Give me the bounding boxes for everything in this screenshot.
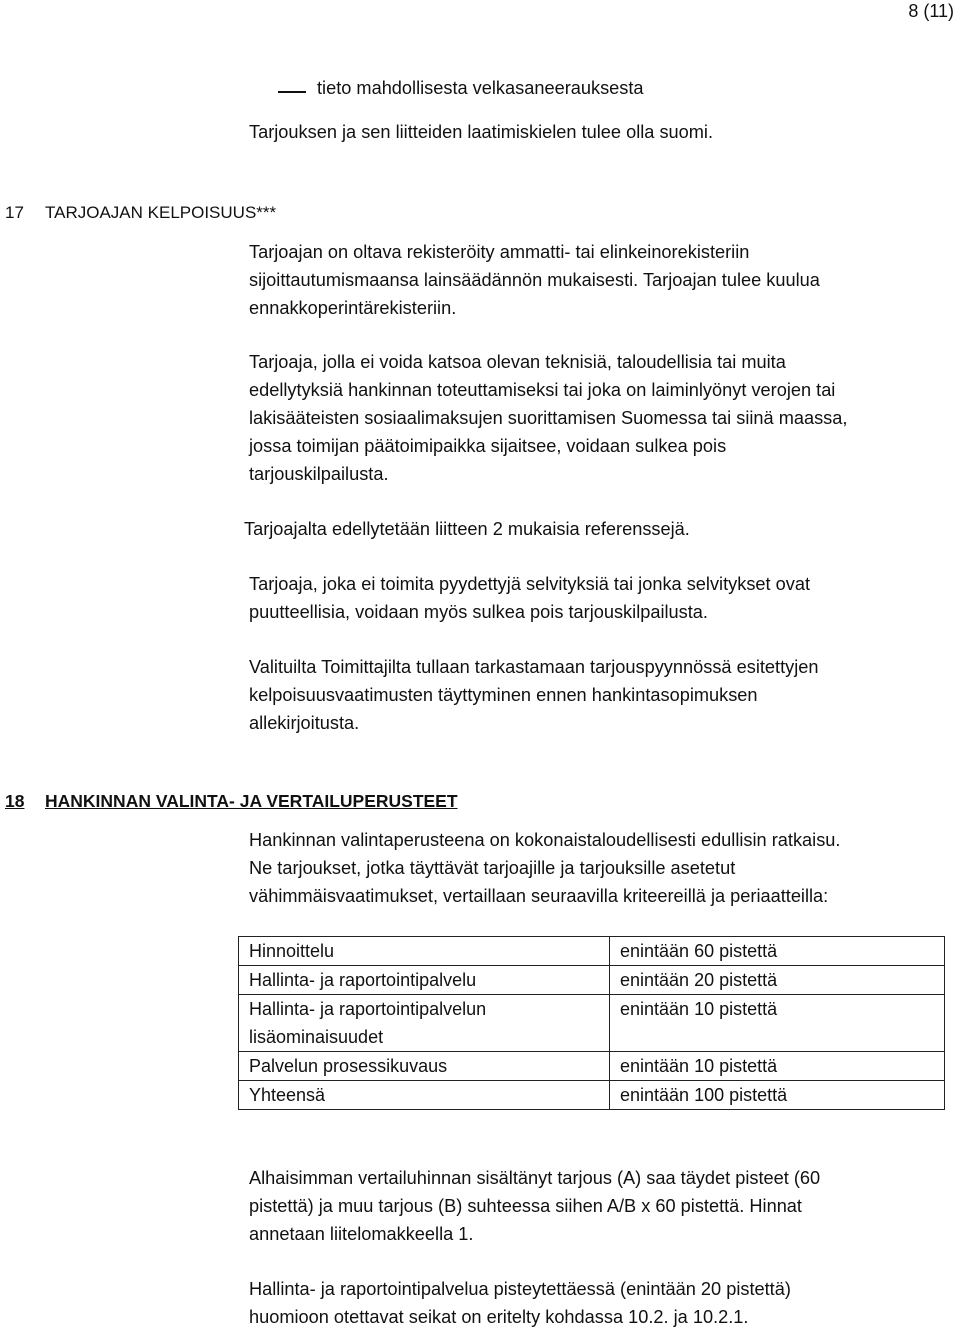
table-row xyxy=(239,1081,945,1110)
criterion-cell: Hallinta- ja raportointipalvelu xyxy=(239,966,610,995)
points-cell: enintään 10 pistettä xyxy=(610,1052,945,1081)
section-number: 18 xyxy=(5,791,25,811)
section-18-heading xyxy=(5,790,458,812)
paragraph-line: pistettä) ja muu tarjous (B) suhteessa siihen A/B x 60 pistettä. Hinnat xyxy=(249,1196,802,1216)
section-17-heading xyxy=(5,202,276,224)
paragraph-line: puutteellisia, voidaan myös sulkea pois tarjouskilpailusta. xyxy=(249,602,708,622)
points-cell: enintään 100 pistettä xyxy=(610,1081,945,1110)
paragraph-line: Hallinta- ja raportointipalvelua pisteytettäessä (enintään 20 pistettä) xyxy=(249,1279,791,1299)
section-title: TARJOAJAN KELPOISUUS*** xyxy=(45,203,277,222)
paragraph-line: Tarjoaja, jolla ei voida katsoa olevan teknisiä, taloudellisia tai muita xyxy=(249,352,786,372)
criterion-cell: Yhteensä xyxy=(239,1081,610,1110)
criterion-cell: Hallinta- ja raportointipalvelun lisäominaisuudet xyxy=(239,995,610,1052)
criterion-cell: Hinnoittelu xyxy=(239,937,610,966)
paragraph-line: Alhaisimman vertailuhinnan sisältänyt tarjous (A) saa täydet pisteet (60 xyxy=(249,1168,821,1188)
table-row xyxy=(239,1052,945,1081)
bullet-dash xyxy=(278,91,306,93)
criterion-cell: Palvelun prosessikuvaus xyxy=(239,1052,610,1081)
table-row xyxy=(239,937,945,966)
paragraph-line: kelpoisuusvaatimusten täyttyminen ennen hankintasopimuksen xyxy=(249,685,758,705)
paragraph-line: vähimmäisvaatimukset, vertaillaan seuraavilla kriteereillä ja periaatteilla: xyxy=(249,886,829,906)
paragraph-line: ennakkoperintärekisteriin. xyxy=(249,298,457,318)
paragraph-line: Ne tarjoukset, jotka täyttävät tarjoajille ja tarjouksille asetetut xyxy=(249,858,736,878)
paragraph-line: annetaan liitelomakkeella 1. xyxy=(249,1224,474,1244)
paragraph-line: sijoittautumismaansa lainsäädännön mukaisesti. Tarjoajan tulee kuulua xyxy=(249,270,820,290)
table-row xyxy=(239,995,945,1052)
references-requirement: Tarjoajalta edellytetään liitteen 2 mukaisia referenssejä. xyxy=(244,519,690,539)
language-note: Tarjouksen ja sen liitteiden laatimiskielen tulee olla suomi. xyxy=(249,122,714,142)
section-title: HANKINNAN VALINTA- JA VERTAILUPERUSTEET xyxy=(45,791,458,811)
criteria-table xyxy=(238,936,945,1110)
section-number: 17 xyxy=(5,203,24,222)
paragraph-line: huomioon otettavat seikat on eritelty kohdassa 10.2. ja 10.2.1. xyxy=(249,1307,749,1327)
paragraph-line: allekirjoitusta. xyxy=(249,713,360,733)
points-cell: enintään 20 pistettä xyxy=(610,966,945,995)
bullet-item: tieto mahdollisesta velkasaneerauksesta xyxy=(317,78,644,98)
paragraph-line: tarjouskilpailusta. xyxy=(249,464,389,484)
paragraph-line: edellytyksiä hankinnan toteuttamiseksi tai joka on laiminlyönyt verojen tai xyxy=(249,380,836,400)
paragraph-line: jossa toimijan päätoimipaikka sijaitsee, voidaan sulkea pois xyxy=(249,436,727,456)
paragraph-line: Valituilta Toimittajilta tullaan tarkastamaan tarjouspyynnössä esitettyjen xyxy=(249,657,819,677)
table-row xyxy=(239,966,945,995)
points-cell: enintään 10 pistettä xyxy=(610,995,945,1052)
points-cell: enintään 60 pistettä xyxy=(610,937,945,966)
page-number: 8 (11) xyxy=(908,1,954,21)
paragraph-line: Tarjoaja, joka ei toimita pyydettyjä selvityksiä tai jonka selvitykset ovat xyxy=(249,574,811,594)
paragraph-line: lakisääteisten sosiaalimaksujen suorittamisen Suomessa tai siinä maassa, xyxy=(249,408,848,428)
paragraph-line: Tarjoajan on oltava rekisteröity ammatti- tai elinkeinorekisteriin xyxy=(249,242,750,262)
paragraph-line: Hankinnan valintaperusteena on kokonaistaloudellisesti edullisin ratkaisu. xyxy=(249,830,841,850)
